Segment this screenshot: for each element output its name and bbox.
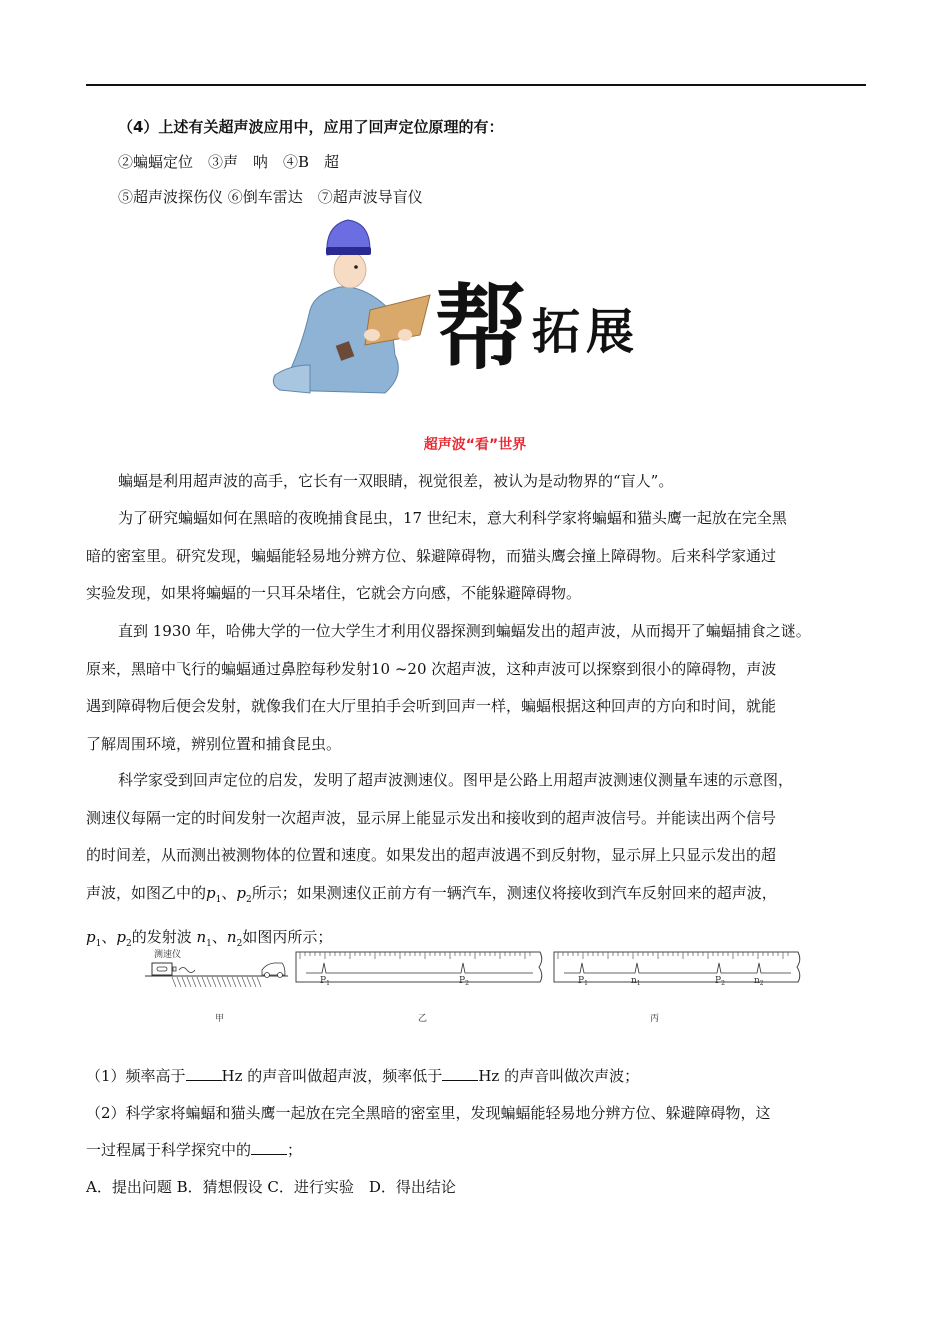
question-2-options: A．提出问题 B．猜想假设 C．进行实验 D．得出结论 bbox=[86, 1178, 456, 1196]
question-4-options-line1: ②蝙蝠定位 ③声 呐 ④B 超 bbox=[118, 153, 340, 171]
svg-text:P2: $P_2$ bbox=[715, 976, 725, 987]
question-4-prompt: （4）上述有关超声波应用中，应用了回声定位原理的有： bbox=[118, 118, 504, 136]
figure-yi bbox=[296, 952, 542, 1024]
svg-text:P2: $P_2$ bbox=[459, 976, 469, 987]
svg-text:n2: $n_2$ bbox=[754, 976, 764, 987]
banner-small-chars: 拓展 bbox=[532, 304, 641, 360]
figure-bing bbox=[554, 952, 800, 1024]
svg-text:乙: 乙 bbox=[418, 1014, 428, 1024]
ultrasonic-diagram bbox=[140, 945, 810, 1035]
svg-text:P1: $P_1$ bbox=[320, 976, 330, 987]
header-rule bbox=[86, 84, 866, 86]
article-title: 超声波“看”世界 bbox=[423, 437, 527, 453]
answer-blank-3[interactable] bbox=[251, 1140, 287, 1155]
svg-text:测速仪: 测速仪 bbox=[154, 950, 182, 960]
answer-blank-2[interactable] bbox=[442, 1066, 478, 1081]
svg-text:n1: $n_1$ bbox=[631, 976, 641, 987]
svg-text:P1: $P_1$ bbox=[578, 976, 588, 987]
article-paragraph-2: 为了研究蝙蝠如何在黑暗的夜晚捕食昆虫，17 世纪末，意大利科学家将蝙蝠和猫头鹰一起放在完全黑 暗的密室里。研究发现，蝙蝠能轻易地分辨方位、躲避障碍物，而猫头鹰会撞上障碍物。后来科学家通过 实验发现，如果将蝙蝠的一只耳朵堵住，它就会方向感，不能躲避障碍物。 bbox=[86, 509, 787, 602]
article-paragraph-1: 蝙蝠是利用超声波的高手，它长有一双眼睛，视觉很差，被认为是动物界的“盲人”。 bbox=[118, 472, 674, 490]
article-paragraph-3: 直到 1930 年，哈佛大学的一位大学生才利用仪器探测到蝙蝠发出的超声波，从而揭开了蝙蝠捕食之谜。 原来，黑暗中飞行的蝙蝠通过鼻腔每秒发射10 ~20 次超声波，这种声波可以探察到很小的障碍物，声波 遇到障碍物后便会发射，就像我们在大厅里拍手会听到回声一样，蝙蝠根据这种回声的方向和时间，就能 了解周围环境，辨别位置和捕食昆虫。 bbox=[86, 622, 811, 753]
svg-text:丙: 丙 bbox=[650, 1014, 660, 1024]
scholar-reading-icon bbox=[270, 215, 670, 400]
figure-jia bbox=[145, 948, 288, 1024]
answer-blank-1[interactable] bbox=[186, 1066, 222, 1081]
speed-meter-figures bbox=[140, 945, 810, 1035]
extension-banner bbox=[270, 215, 670, 400]
question-2-line-2: 一过程属于科学探究中的 ； bbox=[86, 1141, 303, 1159]
question-1: （1）频率高于 Hz 的声音叫做超声波，频率低于 Hz 的声音叫做次声波； bbox=[86, 1067, 640, 1085]
question-2-line-1: （2）科学家将蝙蝠和猫头鹰一起放在完全黑暗的密室里，发现蝙蝠能轻易地分辨方位、躲避障碍物，这 bbox=[86, 1104, 771, 1122]
banner-big-char: 帮 bbox=[435, 274, 528, 382]
svg-text:甲: 甲 bbox=[215, 1014, 225, 1024]
article-paragraph-4: 科学家受到回声定位的启发，发明了超声波测速仪。图甲是公路上用超声波测速仪测量车速的示意图， 测速仪每隔一定的时间发射一次超声波，显示屏上能显示发出和接收到的超声波信号。并能读出两个信号 的时间差，从而测出被测物体的位置和速度。如果发出的超声波遇不到反射物，显示屏上只显示发出的超 声波，如图乙中的$p_1$、$p_2$所示；如果测速仪正前方有一辆汽车，测速仪将接收到汽车反射回来的超声波， $p_1$、$p_2$的发射波 $n_1$、$n_2$如图丙所示； bbox=[86, 762, 876, 964]
paragraph-4-line-4: 声波，如图乙中的$p_1$、$p_2$所示；如果测速仪正前方有一辆汽车，测速仪将接收到汽车反射回来的超声波， bbox=[86, 883, 777, 905]
question-4-options-line2: ⑤超声波探伤仪 ⑥倒车雷达 ⑦超声波导盲仪 bbox=[118, 188, 423, 206]
paragraph-4-line-5: $p_1$、$p_2$的发射波 $n_1$、$n_2$如图丙所示； bbox=[86, 928, 333, 949]
